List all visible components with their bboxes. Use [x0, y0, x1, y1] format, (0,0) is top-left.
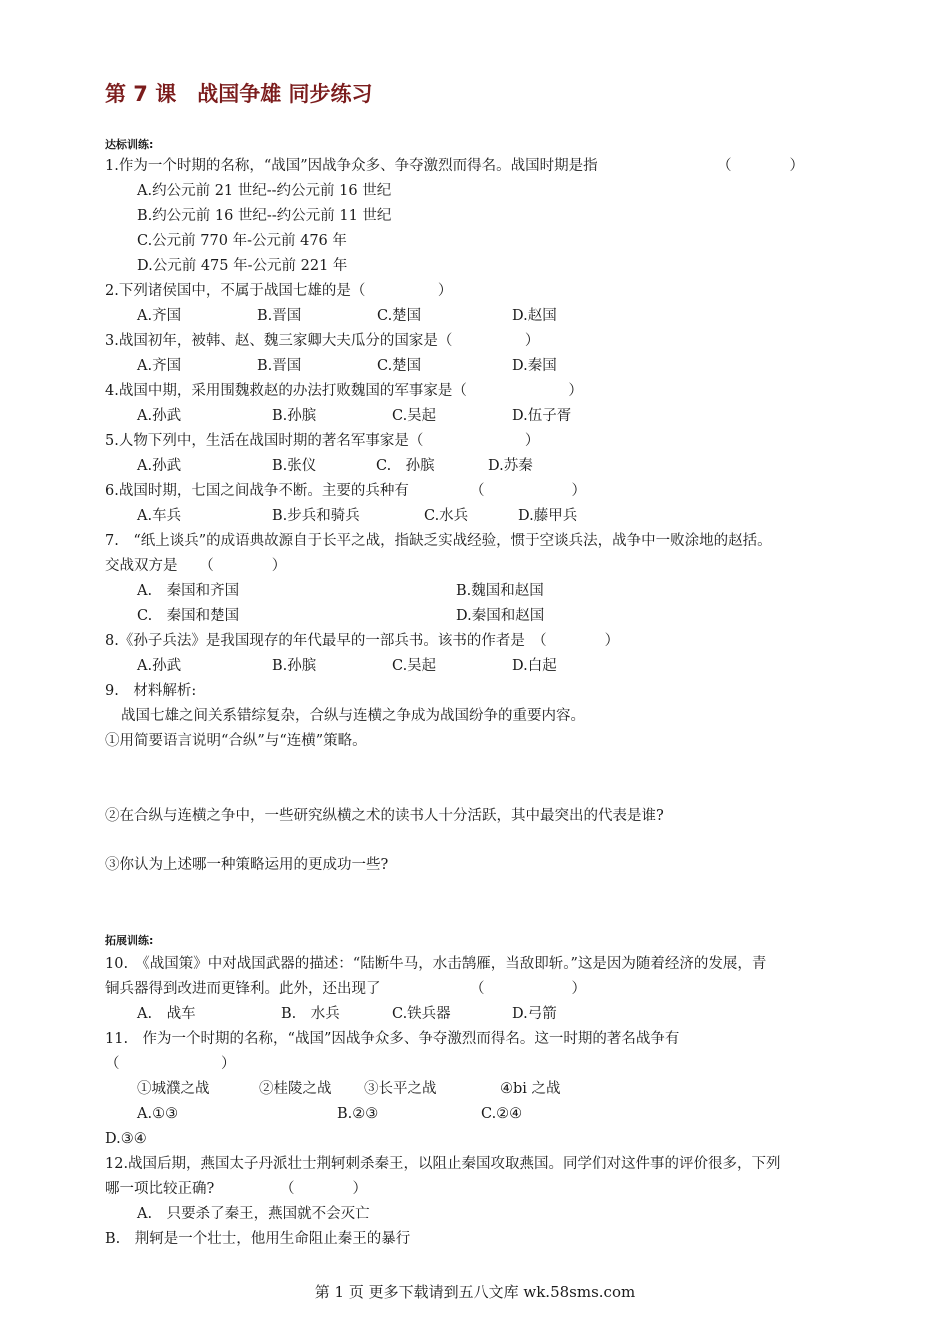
- question-4-option-c: C.吴起: [392, 408, 437, 424]
- question-7-option-a: A. 秦国和齐国: [137, 583, 240, 599]
- question-10-answer-blank: （ ）: [470, 981, 586, 997]
- question-1-option-d: D.公元前 475 年-公元前 221 年: [137, 258, 348, 274]
- question-11-option-a: A.①③: [137, 1106, 179, 1122]
- page-title: 第 7 课 战国争雄 同步练习: [105, 82, 373, 106]
- question-2-stem: 2.下列诸侯国中，不属于战国七雄的是（ ）: [105, 283, 453, 299]
- question-10-option-b: B. 水兵: [281, 1006, 340, 1022]
- question-5-option-d: D.苏秦: [488, 458, 533, 474]
- question-3-option-b: B.晋国: [257, 358, 302, 374]
- question-7-option-c: C. 秦国和楚国: [137, 608, 240, 624]
- question-1-option-a: A.约公元前 21 世纪--约公元前 16 世纪: [137, 183, 392, 199]
- question-5-option-a: A.孙武: [137, 458, 182, 474]
- question-11-item-3: ③长平之战: [364, 1081, 437, 1097]
- question-6-stem: 6.战国时期，七国之间战争不断。主要的兵种有: [105, 483, 409, 499]
- question-1-option-c: C.公元前 770 年-公元前 476 年: [137, 233, 347, 249]
- question-11-stem: 11. 作为一个时期的名称，“战国”因战争众多、争夺激烈而得名。这一时期的著名战争有: [105, 1031, 680, 1047]
- question-11-item-2: ②桂陵之战: [259, 1081, 332, 1097]
- question-3-option-a: A.齐国: [137, 358, 182, 374]
- question-4-option-b: B.孙膑: [272, 408, 317, 424]
- question-9-sub-1: ①用简要语言说明“合纵”与“连横”策略。: [105, 733, 367, 749]
- question-4-option-a: A.孙武: [137, 408, 182, 424]
- question-6-option-c: C.水兵: [424, 508, 469, 524]
- question-10-stem-continued: 铜兵器得到改进而更锋利。此外，还出现了: [105, 981, 381, 997]
- question-5-option-b: B.张仪: [272, 458, 317, 474]
- question-8-stem: 8.《孙子兵法》是我国现存的年代最早的一部兵书。该书的作者是 （ ）: [105, 633, 620, 649]
- question-12-answer-blank: （ ）: [280, 1181, 367, 1197]
- question-3-stem: 3.战国初年，被韩、赵、魏三家卿大夫瓜分的国家是（ ）: [105, 333, 540, 349]
- question-12-option-b: B. 荆轲是一个壮士，他用生命阻止秦王的暴行: [105, 1231, 411, 1247]
- question-11-option-d: D.③④: [105, 1131, 147, 1147]
- question-1-stem: 1.作为一个时期的名称，“战国”因战争众多、争夺激烈而得名。战国时期是指: [105, 158, 598, 174]
- question-2-option-a: A.齐国: [137, 308, 182, 324]
- question-8-option-b: B.孙膑: [272, 658, 317, 674]
- question-12-option-a: A. 只要杀了秦王，燕国就不会灭亡: [137, 1206, 370, 1222]
- section-heading-extended: 拓展训练:: [105, 934, 154, 947]
- question-2-option-d: D.赵国: [512, 308, 557, 324]
- question-4-option-d: D.伍子胥: [512, 408, 572, 424]
- question-6-option-a: A.车兵: [137, 508, 182, 524]
- question-11-item-4: ④bi 之战: [500, 1081, 561, 1097]
- question-3-option-c: C.楚国: [377, 358, 422, 374]
- question-9-sub-2: ②在合纵与连横之争中，一些研究纵横之术的读书人十分活跃，其中最突出的代表是谁?: [105, 808, 664, 824]
- question-5-option-c: C. 孙膑: [376, 458, 435, 474]
- question-11-option-c: C.②④: [481, 1106, 523, 1122]
- question-6-option-b: B.步兵和骑兵: [272, 508, 360, 524]
- question-2-option-b: B.晋国: [257, 308, 302, 324]
- question-7-option-d: D.秦国和赵国: [456, 608, 545, 624]
- question-11-answer-blank: （ ）: [105, 1056, 236, 1072]
- question-9-stem: 9. 材料解析:: [105, 683, 197, 699]
- question-4-stem: 4.战国中期，采用围魏救赵的办法打败魏国的军事家是（ ）: [105, 383, 583, 399]
- question-7-stem: 7. “纸上谈兵”的成语典故源自于长平之战，指缺乏实战经验，惯于空谈兵法，战争中一败涂地的赵括。: [105, 533, 772, 549]
- question-9-sub-3: ③你认为上述哪一种策略运用的更成功一些?: [105, 857, 389, 873]
- section-heading-basic: 达标训练:: [105, 138, 154, 151]
- question-2-option-c: C.楚国: [377, 308, 422, 324]
- question-11-item-1: ①城濮之战: [137, 1081, 210, 1097]
- question-8-option-a: A.孙武: [137, 658, 182, 674]
- question-8-option-c: C.吴起: [392, 658, 437, 674]
- question-1-option-b: B.约公元前 16 世纪--约公元前 11 世纪: [137, 208, 392, 224]
- question-6-option-d: D.藤甲兵: [518, 508, 578, 524]
- question-3-option-d: D.秦国: [512, 358, 557, 374]
- question-7-stem-continued: 交战双方是 （ ）: [105, 558, 287, 574]
- question-9-material: 战国七雄之间关系错综复杂，合纵与连横之争成为战国纷争的重要内容。: [121, 708, 585, 724]
- question-6-answer-blank: （ ）: [470, 483, 586, 499]
- question-7-option-b: B.魏国和赵国: [456, 583, 544, 599]
- question-11-option-b: B.②③: [337, 1106, 379, 1122]
- page-footer: 第 1 页 更多下载请到五八文库 wk.58sms.com: [314, 1283, 636, 1301]
- question-10-stem: 10. 《战国策》中对战国武器的描述：“陆断牛马，水击鹄雁，当敌即斩。”这是因为随着经济的发展，青: [105, 956, 767, 972]
- question-10-option-d: D.弓箭: [512, 1006, 557, 1022]
- question-8-option-d: D.白起: [512, 658, 557, 674]
- question-1-answer-blank: （ ）: [717, 158, 804, 174]
- question-12-stem-continued: 哪一项比较正确?: [105, 1181, 215, 1197]
- question-12-stem: 12.战国后期，燕国太子丹派壮士荆轲刺杀秦王，以阻止秦国攻取燕国。同学们对这件事的评价很多，下列: [105, 1156, 781, 1172]
- question-5-stem: 5.人物下列中，生活在战国时期的著名军事家是（ ）: [105, 433, 540, 449]
- question-10-option-c: C.铁兵器: [392, 1006, 451, 1022]
- question-10-option-a: A. 战车: [137, 1006, 196, 1022]
